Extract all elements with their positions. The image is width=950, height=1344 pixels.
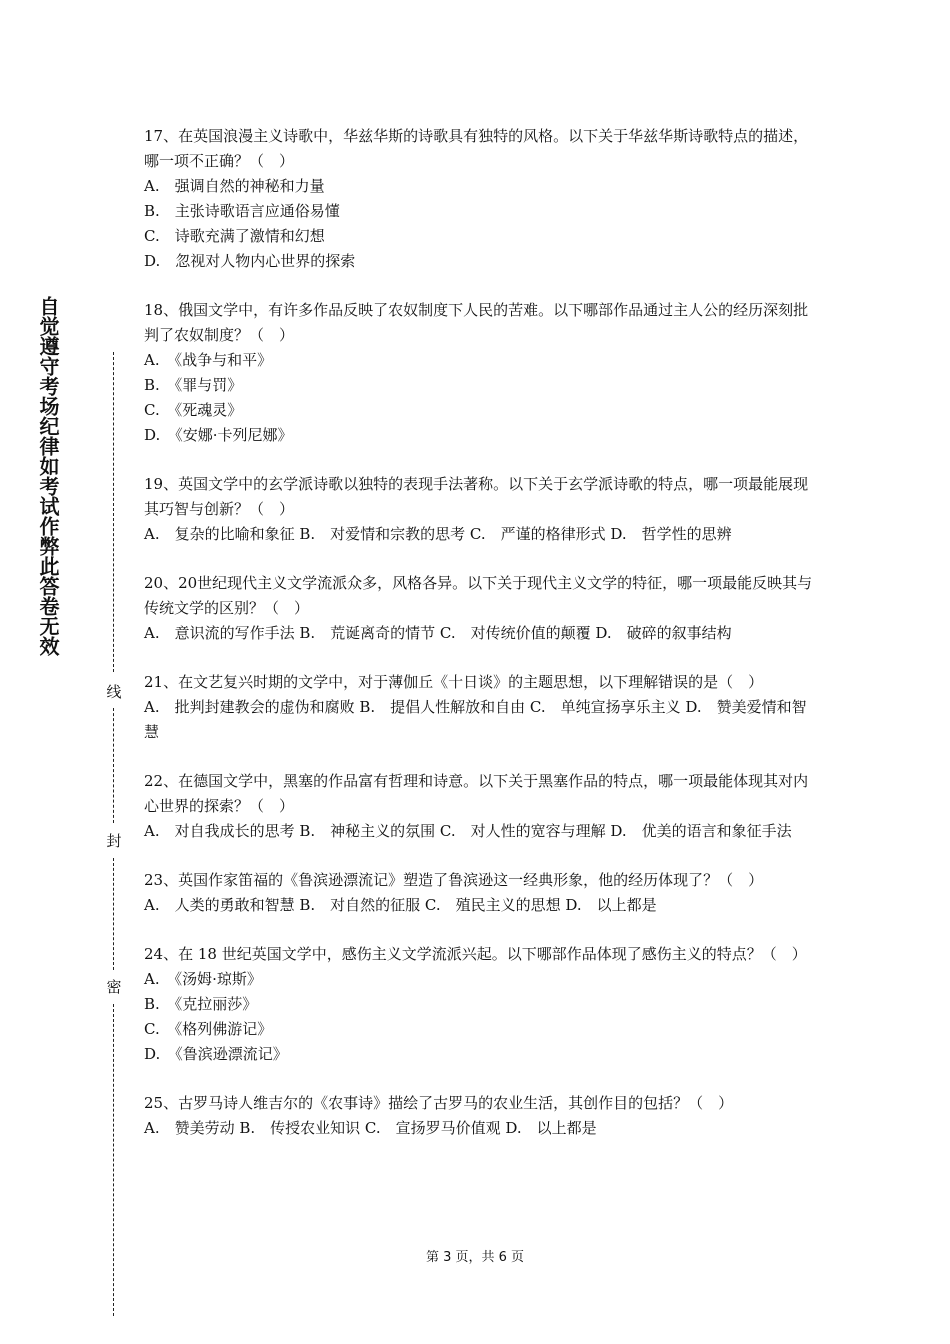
options-inline: A. 意识流的写作手法 B. 荒诞离奇的情节 C. 对传统价值的颠覆 D. 破碎的叙事结构 [144, 624, 732, 642]
question-stem: 19、英国文学中的玄学派诗歌以独特的表现手法著称。以下关于玄学派诗歌的特点，哪一项最能展现其巧智与创新？（ ） [144, 475, 809, 518]
question-21 [144, 670, 814, 745]
seal-mark-secret: 密 [106, 978, 122, 996]
options-inline: A. 批判封建教会的虚伪和腐败 B. 提倡人性解放和自由 C. 单纯宣扬享乐主义 D. 赞美爱情和智慧 [144, 698, 807, 741]
question-17 [144, 124, 814, 274]
question-20 [144, 571, 814, 646]
page-number: 第 3 页，共 6 页 [425, 1250, 525, 1265]
question-22 [144, 769, 814, 844]
question-stem: 17、在英国浪漫主义诗歌中，华兹华斯的诗歌具有独特的风格。以下关于华兹华斯诗歌特点的描述，哪一项不正确？（ ） [144, 127, 809, 170]
option-c: C. 诗歌充满了激情和幻想 [144, 227, 325, 245]
seal-mark-line: 线 [106, 683, 122, 701]
question-stem: 18、俄国文学中，有许多作品反映了农奴制度下人民的苦难。以下哪部作品通过主人公的经历深刻批判了农奴制度？（ ） [144, 301, 809, 344]
option-a: A. 强调自然的神秘和力量 [144, 177, 325, 195]
question-24 [144, 942, 814, 1067]
option-b: B. 《罪与罚》 [144, 376, 243, 394]
question-stem: 22、在德国文学中，黑塞的作品富有哲理和诗意。以下关于黑塞作品的特点，哪一项最能体现其对内心世界的探索？（ ） [144, 772, 809, 815]
option-d: D. 忽视对人物内心世界的探索 [144, 252, 356, 270]
question-18 [144, 298, 814, 448]
seal-dashed-line-bottom [113, 1004, 114, 1316]
option-c: C. 《格列佛游记》 [144, 1020, 273, 1038]
option-d: D. 《鲁滨逊漂流记》 [144, 1045, 288, 1063]
question-list [144, 124, 814, 1165]
question-stem: 25、古罗马诗人维吉尔的《农事诗》描绘了古罗马的农业生活，其创作目的包括？（ ） [144, 1094, 734, 1112]
seal-dashed-line-top [113, 352, 114, 672]
seal-dashed-line-middle [113, 708, 114, 823]
seal-dashed-line-lower [113, 858, 114, 970]
options-inline: A. 复杂的比喻和象征 B. 对爱情和宗教的思考 C. 严谨的格律形式 D. 哲学性的思辨 [144, 525, 732, 543]
option-b: B. 主张诗歌语言应通俗易懂 [144, 202, 340, 220]
option-a: A. 《战争与和平》 [144, 351, 273, 369]
question-23 [144, 868, 814, 918]
question-stem: 23、英国作家笛福的《鲁滨逊漂流记》塑造了鲁滨逊这一经典形象，他的经历体现了？（ ） [144, 871, 764, 889]
option-c: C. 《死魂灵》 [144, 401, 243, 419]
question-19 [144, 472, 814, 547]
question-stem: 24、在 18 世纪英国文学中，感伤主义文学流派兴起。以下哪部作品体现了感伤主义的特点？（ ） [144, 945, 807, 963]
option-a: A. 《汤姆·琼斯》 [144, 970, 262, 988]
options-inline: A. 人类的勇敢和智慧 B. 对自然的征服 C. 殖民主义的思想 D. 以上都是 [144, 896, 657, 914]
options-inline: A. 对自我成长的思考 B. 神秘主义的氛围 C. 对人性的宽容与理解 D. 优美的语言和象征手法 [144, 822, 792, 840]
option-d: D. 《安娜·卡列尼娜》 [144, 426, 293, 444]
seal-mark-seal: 封 [106, 832, 122, 850]
options-inline: A. 赞美劳动 B. 传授农业知识 C. 宣扬罗马价值观 D. 以上都是 [144, 1119, 597, 1137]
exam-discipline-notice: 自觉遵守考场纪律如考试作弊此答卷无效 [36, 296, 60, 656]
question-stem: 20、20世纪现代主义文学流派众多，风格各异。以下关于现代主义文学的特征，哪一项最能反映其与传统文学的区别？（ ） [144, 574, 813, 617]
question-25 [144, 1091, 814, 1141]
question-stem: 21、在文艺复兴时期的文学中，对于薄伽丘《十日谈》的主题思想，以下理解错误的是（ ） [144, 673, 764, 691]
option-b: B. 《克拉丽莎》 [144, 995, 258, 1013]
